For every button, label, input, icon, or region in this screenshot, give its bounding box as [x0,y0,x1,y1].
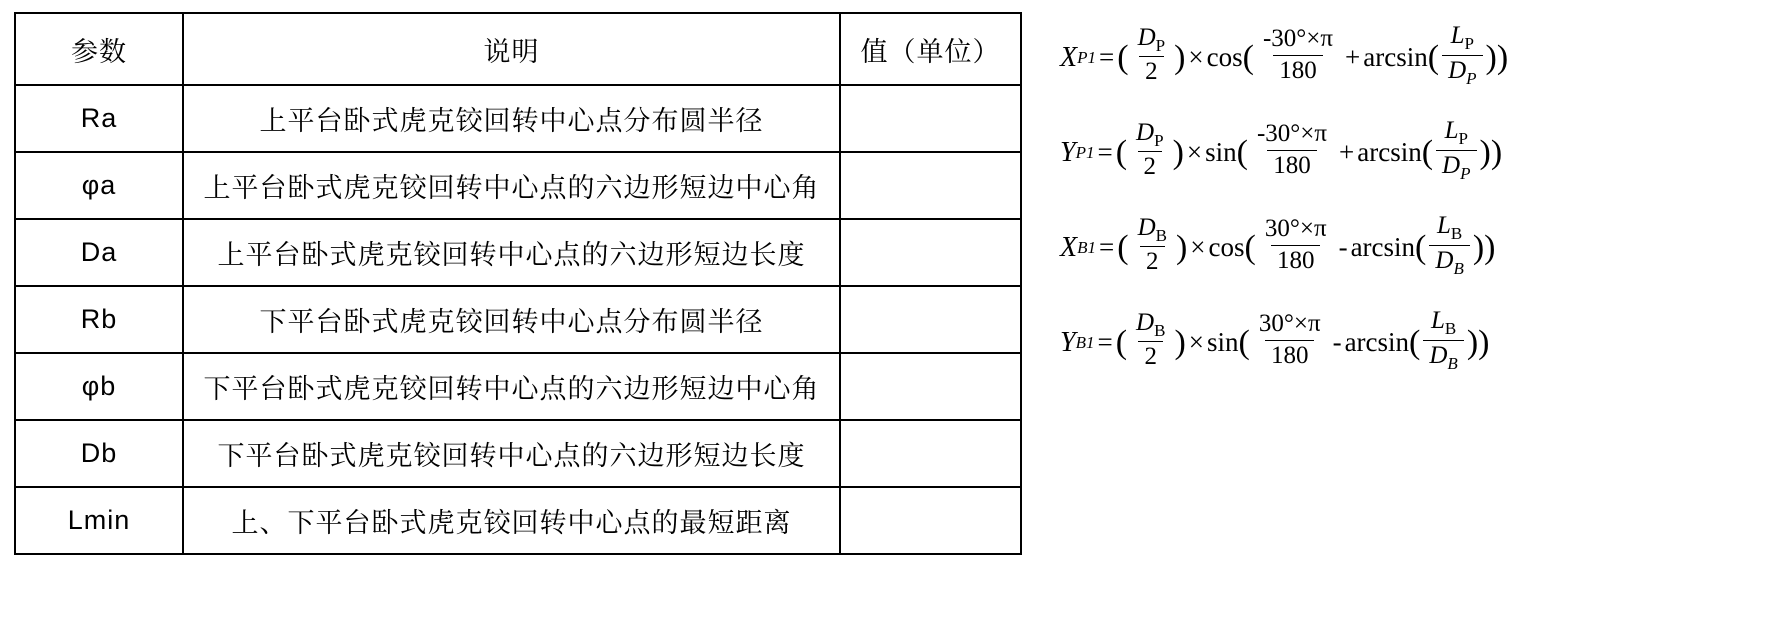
cell-value [840,487,1021,554]
numerator-subscript: B [1444,319,1457,339]
fraction-db-over-2 [1132,214,1173,277]
numerator-subscript: B [1450,224,1463,244]
inner-operator: - [1332,327,1342,357]
denominator-subscript: P [1460,164,1471,183]
cell-description: 下平台卧式虎克铰回转中心点的六边形短边中心角 [183,353,840,420]
fraction-angle-over-180 [1253,310,1327,371]
denominator: 2 [1140,246,1165,277]
cell-description: 上平台卧式虎克铰回转中心点的六边形短边长度 [183,219,840,286]
table-body [15,85,1021,554]
numerator-symbol: L [1450,22,1465,50]
numerator-symbol: D [1136,308,1155,336]
trig-function-name: cos [1206,42,1243,72]
fraction-lp-over-dp [1442,22,1482,88]
formula-xb1 [1060,200,1760,295]
formula-xp1 [1060,10,1760,105]
numerator: -30°×π [1256,120,1328,148]
numerator-symbol: D [1137,213,1156,241]
multiplication-sign: × [1188,42,1204,72]
numerator: -30°×π [1262,25,1334,53]
denominator-subscript: P [1466,69,1477,88]
formula-lhs-symbol: X [1060,231,1078,263]
open-paren: ( [1415,228,1427,266]
open-paren: ( [1409,323,1421,361]
cell-parameter: Da [15,219,183,286]
cell-value [840,152,1021,219]
denominator: 180 [1267,150,1317,181]
cell-value [840,85,1021,152]
fraction-lb-over-db [1423,307,1463,373]
fraction-lp-over-dp [1436,117,1476,183]
close-paren: )) [1485,38,1509,76]
parameter-table [14,12,1022,555]
fraction-angle-over-180 [1257,25,1339,86]
formula-lhs-subscript: P1 [1075,142,1095,162]
close-paren: )) [1472,228,1496,266]
fraction-angle-over-180 [1251,120,1333,181]
open-paren: ( [1242,38,1254,76]
numerator-subscript: B [1155,225,1167,245]
denominator: 2 [1138,151,1163,182]
multiplication-sign: × [1186,137,1203,167]
formula-lhs-symbol: Y [1060,136,1076,168]
equals-sign: = [1097,137,1113,167]
numerator-subscript: P [1464,34,1474,54]
denominator: 180 [1265,340,1315,371]
denominator-subscript: B [1453,259,1464,278]
table-row [15,152,1021,219]
denominator-symbol: D [1448,57,1467,84]
denominator: 2 [1139,56,1164,87]
close-paren: ) [1174,323,1186,361]
denominator-subscript: B [1447,354,1458,373]
open-paren: ( [1236,133,1248,171]
arcsin-function-name: arcsin [1357,137,1422,167]
arcsin-function-name: arcsin [1344,327,1410,357]
open-paren: ( [1115,323,1128,361]
denominator: 180 [1273,55,1323,86]
table-row [15,219,1021,286]
formula-lhs-subscript: P1 [1077,47,1096,67]
multiplication-sign: × [1190,232,1206,262]
open-paren: ( [1421,133,1434,171]
arcsin-function-name: arcsin [1350,232,1416,262]
trig-function-name: sin [1207,327,1239,357]
formula-yp1 [1060,105,1760,200]
cell-description: 下平台卧式虎克铰回转中心点的六边形短边长度 [183,420,840,487]
cell-parameter: φa [15,152,183,219]
table-row [15,85,1021,152]
open-paren: ( [1117,228,1129,266]
fraction-lb-over-db [1429,212,1469,278]
open-paren: ( [1117,38,1129,76]
cell-parameter: Lmin [15,487,183,554]
fraction-db-over-2 [1130,309,1171,372]
table-row [15,487,1021,554]
column-header-parameter: 参数 [15,13,183,85]
numerator-subscript: P [1155,35,1166,55]
fraction-dp-over-2 [1132,24,1172,87]
numerator-subscript: B [1154,320,1166,340]
numerator-subscript: P [1154,130,1164,150]
open-paren: ( [1427,38,1440,76]
equals-sign: = [1099,232,1115,262]
open-paren: ( [1238,323,1250,361]
trig-function-name: sin [1205,137,1237,167]
inner-operator: - [1338,232,1348,262]
formula-list [1060,10,1760,390]
numerator: 30°×π [1264,215,1327,243]
denominator: 2 [1138,341,1163,372]
close-paren: )) [1466,323,1490,361]
cell-description: 上、下平台卧式虎克铰回转中心点的最短距离 [183,487,840,554]
formula-yb1 [1060,295,1760,390]
numerator-symbol: D [1137,23,1156,51]
numerator-subscript: P [1458,129,1468,149]
numerator-symbol: L [1430,307,1445,335]
trig-function-name: cos [1208,232,1245,262]
cell-parameter: Ra [15,85,183,152]
cell-value [840,420,1021,487]
cell-value [840,286,1021,353]
table-header-row [15,13,1021,85]
cell-description: 上平台卧式虎克铰回转中心点分布圆半径 [183,85,840,152]
table-row [15,420,1021,487]
arcsin-function-name: arcsin [1363,42,1428,72]
equals-sign: = [1099,42,1115,72]
cell-description: 上平台卧式虎克铰回转中心点的六边形短边中心角 [183,152,840,219]
fraction-angle-over-180 [1259,215,1333,276]
close-paren: )) [1479,133,1503,171]
numerator-symbol: D [1136,118,1155,146]
numerator-symbol: L [1436,212,1451,240]
parameter-table-container [14,12,1014,555]
inner-operator: + [1339,137,1355,167]
close-paren: ) [1174,38,1186,76]
column-header-description: 说明 [183,13,840,85]
numerator-symbol: L [1444,117,1459,145]
fraction-dp-over-2 [1130,119,1170,182]
formula-lhs-symbol: Y [1060,326,1076,358]
equals-sign: = [1097,327,1113,357]
close-paren: ) [1175,228,1188,266]
denominator-symbol: D [1442,152,1461,179]
cell-parameter: Db [15,420,183,487]
cell-parameter: φb [15,353,183,420]
open-paren: ( [1244,228,1256,266]
multiplication-sign: × [1188,327,1204,357]
close-paren: ) [1172,133,1184,171]
table-row [15,353,1021,420]
inner-operator: + [1345,42,1361,72]
cell-value [840,219,1021,286]
table-row [15,286,1021,353]
numerator: 30°×π [1258,310,1321,338]
cell-parameter: Rb [15,286,183,353]
denominator-symbol: D [1435,247,1454,274]
formula-lhs-subscript: B1 [1075,332,1095,352]
formula-lhs-subscript: B1 [1077,237,1096,257]
table-head [15,13,1021,85]
formula-lhs-symbol: X [1060,41,1078,73]
column-header-value: 值（单位） [840,13,1021,85]
denominator: 180 [1271,245,1321,276]
denominator-symbol: D [1429,342,1448,369]
cell-description: 下平台卧式虎克铰回转中心点分布圆半径 [183,286,840,353]
open-paren: ( [1115,133,1128,171]
cell-value [840,353,1021,420]
